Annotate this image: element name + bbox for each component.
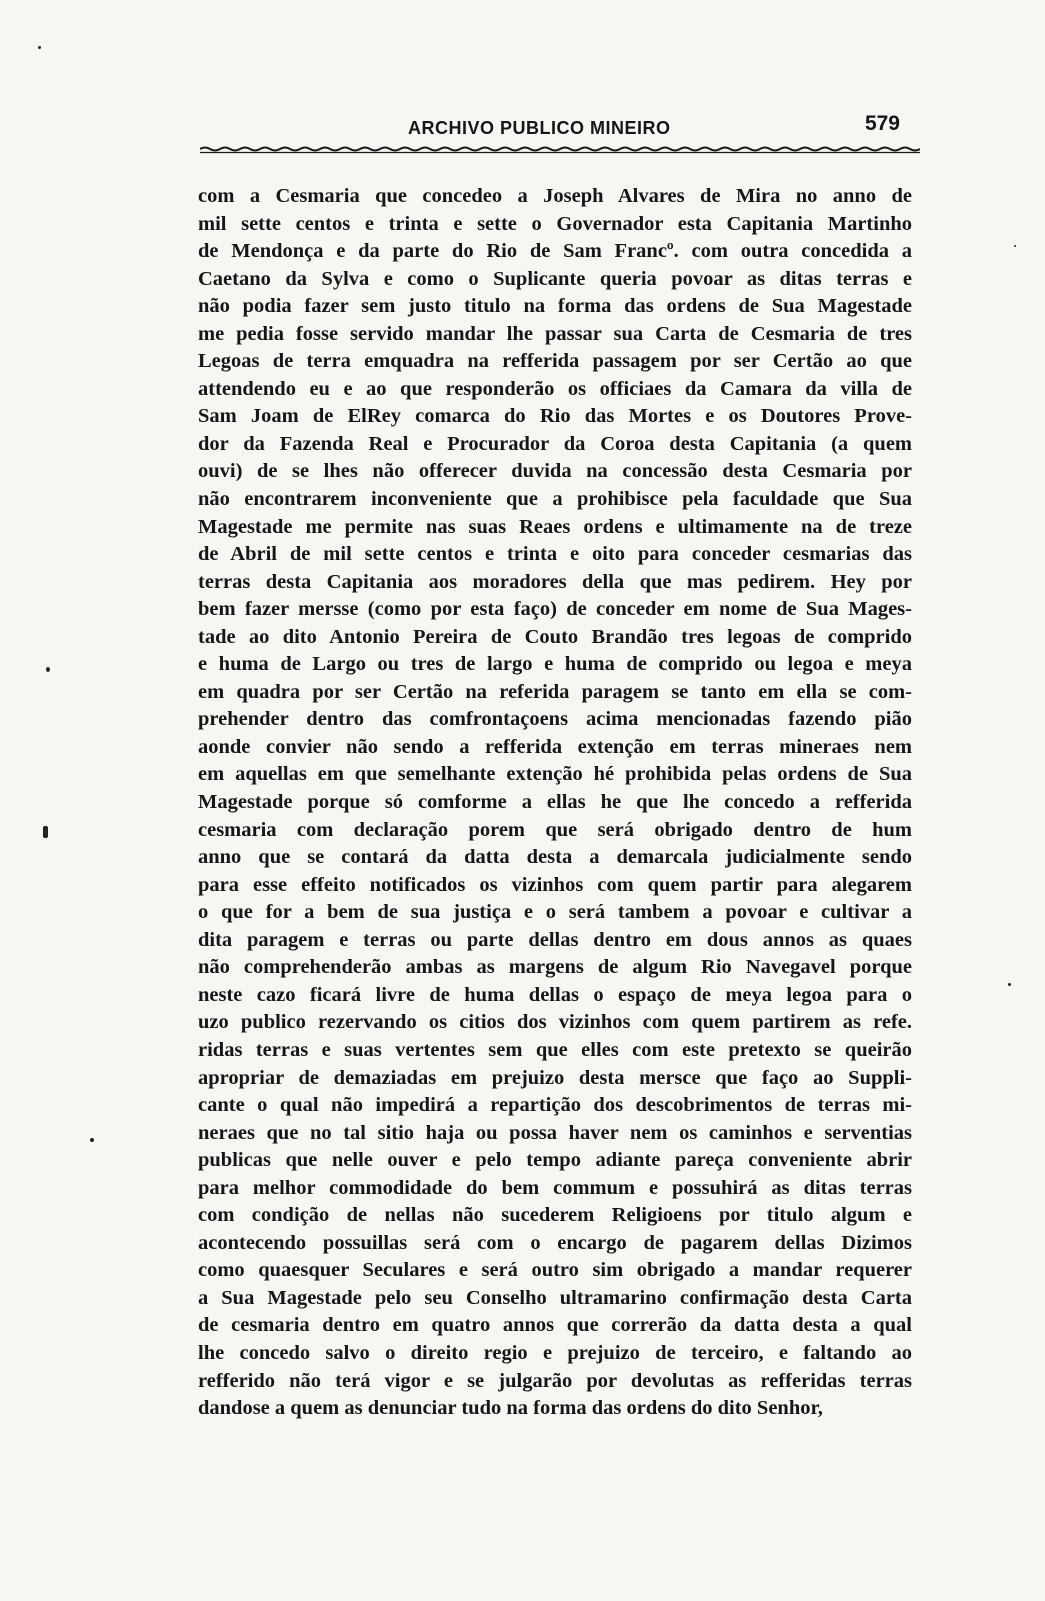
text-line: dita paragem e terras ou parte dellas dentro em dous annos as quaes (198, 928, 912, 951)
page-number: 579 (864, 112, 900, 135)
margin-speck (38, 46, 41, 49)
text-line: terras desta Capitania aos moradores della que mas pedirem. Hey por (198, 570, 912, 593)
text-line: apropriar de demaziadas em prejuizo desta mersce que faço ao Suppli- (198, 1066, 912, 1089)
text-line: ridas terras e suas vertentes sem que elles com este pretexto se queirão (198, 1038, 912, 1061)
text-line: Legoas de terra emquadra na refferida passagem por ser Certão ao que (198, 350, 912, 373)
text-line: de cesmaria dentro em quatro annos que correrão da datta desta a qual (198, 1314, 912, 1337)
margin-speck (90, 1138, 94, 1142)
text-line: com condição de nellas não sucederem Religioens por titulo algum e (198, 1204, 912, 1227)
text-line: de Abril de mil sette centos e trinta e oito para conceder cesmarias das (198, 543, 912, 566)
text-line: refferido não terá vigor e se julgarão por devolutas as refferidas terras (198, 1369, 912, 1392)
text-line: tade ao dito Antonio Pereira de Couto Brandão tres legoas de comprido (198, 625, 912, 648)
text-line: para esse effeito notificados os vizinhos com quem partir para alegarem (198, 873, 912, 896)
margin-speck (43, 826, 48, 838)
text-line: acontecendo possuillas será com o encargo de pagarem dellas Dizimos (198, 1231, 912, 1254)
text-line: Caetano da Sylva e como o Suplicante queria povoar as ditas terras e (198, 267, 912, 290)
text-line: cante o qual não impedirá a repartição dos descobrimentos de terras mi- (198, 1094, 912, 1117)
page-header (200, 112, 920, 142)
text-line: aonde convier não sendo a refferida extenção em terras mineraes nem (198, 735, 912, 758)
text-line: mil sette centos e trinta e sette o Governador esta Capitania Martinho (198, 212, 912, 235)
text-line: me pedia fosse servido mandar lhe passar sua Carta de Cesmaria de tres (198, 322, 912, 345)
text-line: e huma de Largo ou tres de largo e huma de comprido ou legoa e meya (198, 653, 912, 676)
text-line: neste cazo ficará livre de huma dellas o espaço de meya legoa para o (198, 983, 912, 1006)
text-line: em aquellas em que semelhante extenção hé prohibida pelas ordens de Sua (198, 763, 912, 786)
text-line: com a Cesmaria que concedeo a Joseph Alvares de Mira no anno de (198, 185, 912, 207)
text-line: cesmaria com declaração porem que será obrigado dentro de hum (198, 818, 912, 841)
text-line: dor da Fazenda Real e Procurador da Coroa desta Capitania (a quem (198, 432, 912, 455)
text-line: Magestade porque só comforme a ellas he que lhe concedo a refferida (198, 791, 912, 814)
text-line: Sam Joam de ElRey comarca do Rio das Mortes e os Doutores Prove- (198, 405, 912, 428)
text-line: o que for a bem de sua justiça e o será tambem a povoar e cultivar a (198, 901, 912, 924)
text-line: anno que se contará da datta desta a demarcala judicialmente sendo (198, 846, 912, 869)
text-line: para melhor commodidade do bem commum e possuhirá as ditas terras (198, 1176, 912, 1199)
text-line: de Mendonça e da parte do Rio de Sam Francº. com outra concedida a (198, 240, 912, 263)
margin-speck (1008, 983, 1011, 986)
text-line: não comprehenderão ambas as margens de algum Rio Navegavel porque (198, 956, 912, 979)
text-line: publicas que nelle ouver e pelo tempo adiante pareça conveniente abrir (198, 1149, 912, 1172)
running-title: ARCHIVO PUBLICO MINEIRO (408, 118, 671, 138)
text-line: attendendo eu e ao que responderão os officiaes da Camara da villa de (198, 377, 912, 400)
text-line: bem fazer mersse (como por esta faço) de conceder em nome de Sua Mages- (198, 598, 912, 621)
margin-speck (1014, 245, 1016, 247)
text-line: uzo publico rezervando os citios dos vizinhos com quem partirem as refe. (198, 1011, 912, 1034)
text-line: a Sua Magestade pelo seu Conselho ultramarino confirmação desta Carta (198, 1286, 912, 1309)
margin-speck (46, 667, 50, 672)
text-line: lhe concedo salvo o direito regio e prejuizo de terceiro, e faltando ao (198, 1341, 912, 1364)
text-line: prehender dentro das comfrontaçoens acima mencionadas fazendo pião (198, 708, 912, 731)
text-line: em quadra por ser Certão na referida paragem se tanto em ella se com- (198, 680, 912, 703)
header-rule (200, 146, 920, 154)
text-line: neraes que no tal sitio haja ou possa haver nem os caminhos e serventias (198, 1121, 912, 1144)
document-body (198, 183, 912, 1423)
text-line: não encontrarem inconveniente que a prohibisce pela faculdade que Sua (198, 488, 912, 511)
text-line: não podia fazer sem justo titulo na forma das ordens de Sua Magestade (198, 295, 912, 318)
text-line: como quaesquer Seculares e será outro sim obrigado a mandar requerer (198, 1259, 912, 1282)
text-line: dandose a quem as denunciar tudo na forma das ordens do dito Senhor, (198, 1397, 823, 1420)
text-line: Magestade me permite nas suas Reaes ordens e ultimamente na de treze (198, 515, 912, 538)
text-line: ouvi) de se lhes não offerecer duvida na concessão desta Cesmaria por (198, 460, 912, 483)
